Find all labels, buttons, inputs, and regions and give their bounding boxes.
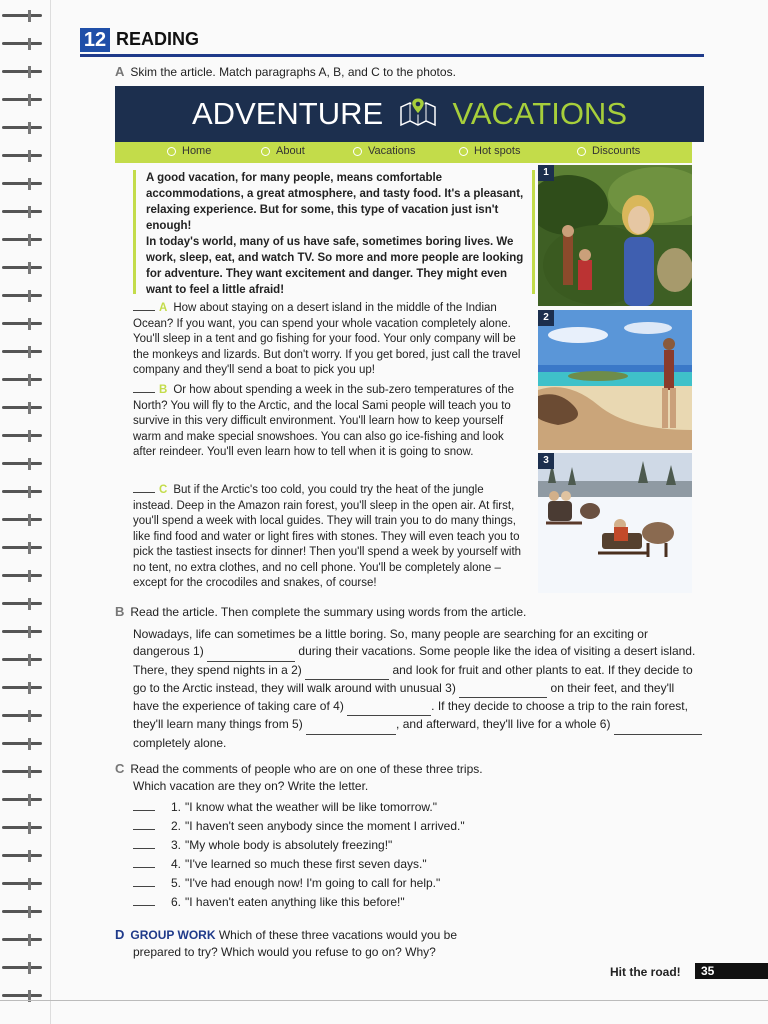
comment-number: 1. (171, 800, 182, 814)
comment-row (133, 874, 633, 893)
paragraph-b (133, 383, 525, 461)
comment-text: "I've had enough now! I'm going to call for help." (185, 876, 441, 890)
banner-word-adventure: ADVENTURE (192, 96, 384, 131)
comment-text: "I haven't seen anybody since the moment I arrived." (185, 819, 465, 833)
spiral-ring (2, 574, 42, 580)
nav-item-hot-spots[interactable] (459, 145, 520, 157)
section-letter: D (115, 927, 125, 942)
article-nav (115, 142, 692, 163)
blank-number: 5) (292, 717, 303, 732)
nav-item-discounts[interactable] (577, 145, 640, 157)
comment-row (133, 855, 633, 874)
answer-blank[interactable] (133, 492, 155, 493)
comment-text: "I know what the weather will be like tomorrow." (185, 800, 437, 814)
summary-segment: completely alone. (133, 735, 227, 750)
spiral-ring (2, 350, 42, 356)
section-c-instruction (115, 761, 483, 777)
summary-segment: , and afterward, they'll live for a whole (396, 717, 600, 732)
paragraph-text: But if the Arctic's too cold, you could try the heat of the jungle instead. Deep in the Amazon rain forest, you'll sleep in the open air. At first, you'll spend a week with local guides. They will train you to do many things, like find food and water or light fires with stones. They will even teach you to pick the tastiest insects for dinner! Then you'll spend a week by yourself with no tent, no extra clothes, and no cell phone. You'll be completely alone – except for the crocodiles and snakes, of course! (133, 484, 522, 589)
spiral-ring (2, 658, 42, 664)
paragraph-label: B (159, 384, 168, 396)
article-banner (115, 86, 704, 142)
comment-number: 4. (171, 857, 182, 871)
spiral-ring (2, 938, 42, 944)
section-d-instruction-line2: prepared to try? Which would you refuse to go on? Why? (133, 945, 436, 959)
summary-text (133, 626, 703, 752)
spiral-ring (2, 294, 42, 300)
spiral-ring (2, 182, 42, 188)
banner-word-vacations: VACATIONS (452, 96, 627, 131)
paragraph-text: Or how about spending a week in the sub-zero temperatures of the North? You will fly to the Arctic, and the local Sami people will teach you to survive in this very difficult environment. You'll learn how to keep yourself warm and make special snowshoes. You can also go ice-fishing and look after reindeer. You'll even learn how to tell when it is going to snow. (133, 384, 515, 458)
page-number: 35 (695, 963, 768, 979)
section-letter: A (115, 64, 125, 79)
instruction-text: Read the article. Then complete the summary using words from the article. (130, 605, 527, 619)
circle-icon (459, 147, 468, 156)
comment-number: 6. (171, 895, 182, 909)
answer-blank[interactable] (133, 867, 155, 868)
comment-row (133, 893, 633, 912)
spiral-ring (2, 434, 42, 440)
spiral-ring (2, 14, 42, 20)
blank-number: 6) (599, 717, 611, 732)
photo-number: 3 (538, 453, 554, 469)
summary-segment: Nowadays, life can sometimes be a little boring. So, many people are searching for an exciting or dangerous (133, 627, 648, 659)
summary-segment: during their vacations. Some people like the idea of visiting a desert island. There, they spend nights in a (133, 644, 696, 677)
answer-blank[interactable] (133, 310, 155, 311)
spiral-ring (2, 630, 42, 636)
summary-segment: and look for fruit and other plants to eat. If they decide to go to the Arctic instead, they will walk around with unusual (133, 662, 693, 695)
section-c-instruction-line2: Which vacation are they on? Write the letter. (133, 779, 369, 793)
spiral-ring (2, 462, 42, 468)
comment-text: "I've learned so much these first seven days." (185, 857, 427, 871)
summary-blank-5[interactable] (306, 716, 396, 734)
group-work-label: GROUP WORK (130, 928, 216, 942)
spiral-ring (2, 854, 42, 860)
spiral-binding (0, 0, 48, 1024)
spiral-ring (2, 70, 42, 76)
comments-list (133, 798, 633, 912)
answer-blank[interactable] (133, 886, 155, 887)
blank-number: 4) (333, 699, 344, 714)
answer-blank[interactable] (133, 829, 155, 830)
comment-row (133, 798, 633, 817)
circle-icon (167, 147, 176, 156)
spiral-ring (2, 518, 42, 524)
summary-blank-3[interactable] (459, 680, 547, 698)
page-edge (50, 0, 51, 1024)
footer-unit-name: Hit the road! (610, 965, 681, 979)
circle-icon (261, 147, 270, 156)
nav-item-home[interactable] (167, 145, 211, 157)
spiral-ring (2, 42, 42, 48)
spiral-ring (2, 546, 42, 552)
spiral-ring (2, 714, 42, 720)
comment-number: 2. (171, 819, 182, 833)
circle-icon (577, 147, 586, 156)
nav-label: Discounts (592, 145, 641, 157)
spiral-ring (2, 98, 42, 104)
nav-item-about[interactable] (261, 145, 305, 157)
paragraph-text: How about staying on a desert island in the middle of the Indian Ocean? If you want, you can spend your whole vacation completely alone. You'll sleep in a tent and go fishing for your food. Your only company will be the monkeys and lizards. But don't worry. If you get bored, just call the travel company and they'll send a boat to pick you up! (133, 302, 521, 376)
paragraph-a (133, 301, 525, 379)
summary-segment: . If they decide to choose a trip to the rain forest, they'll learn many things from (133, 699, 688, 732)
unit-title: READING (116, 29, 200, 49)
spiral-ring (2, 210, 42, 216)
answer-blank[interactable] (133, 810, 155, 811)
instruction-text: Read the comments of people who are on one of these three trips. (130, 762, 483, 776)
photo-number: 1 (538, 165, 554, 181)
map-pin-icon (398, 97, 438, 135)
photo-3-arctic (538, 453, 692, 593)
instruction-text: Which of these three vacations would you be (215, 928, 457, 942)
nav-label: Hot spots (474, 145, 521, 157)
spiral-ring (2, 266, 42, 272)
page-bottom-edge (0, 1000, 768, 1001)
spiral-ring (2, 154, 42, 160)
paragraph-label: C (159, 484, 168, 496)
answer-blank[interactable] (133, 905, 155, 906)
intro-paragraph: A good vacation, for many people, means comfortable accommodations, a great atmosphere, and tasty food. It's a pleasant, relaxing experience. But for some, this type of vacation just isn't enough! (146, 172, 524, 232)
spiral-ring (2, 378, 42, 384)
unit-header (80, 28, 704, 57)
paragraph-label: A (159, 302, 168, 314)
photo-1-jungle (538, 165, 692, 306)
section-letter: B (115, 604, 125, 619)
instruction-text: Skim the article. Match paragraphs A, B, and C to the photos. (130, 65, 456, 79)
spiral-ring (2, 322, 42, 328)
comment-number: 3. (171, 838, 182, 852)
section-letter: C (115, 761, 125, 776)
summary-blank-6[interactable] (614, 716, 702, 734)
spiral-ring (2, 490, 42, 496)
spiral-ring (2, 686, 42, 692)
section-a-instruction (115, 64, 456, 80)
intro-paragraph: In today's world, many of us have safe, sometimes boring lives. We work, sleep, eat, and watch TV. So more and more people are looking for adventure. They want excitement and danger. They might even want to feel a little afraid! (146, 236, 524, 296)
summary-segment: on their feet, and they'll have the experience of taking care of (133, 680, 675, 714)
blank-number: 1) (193, 644, 204, 659)
photo-2-beach (538, 310, 692, 450)
comment-row (133, 836, 633, 855)
section-b-instruction (115, 604, 526, 620)
nav-label: Vacations (368, 145, 416, 157)
nav-label: About (276, 145, 305, 157)
comment-text: "My whole body is absolutely freezing!" (185, 838, 393, 852)
nav-label: Home (182, 145, 212, 157)
article-intro (133, 170, 535, 294)
unit-number: 12 (80, 28, 110, 52)
blank-number: 2) (291, 662, 302, 677)
summary-blank-4[interactable] (347, 698, 431, 716)
spiral-ring (2, 966, 42, 972)
section-d-instruction (115, 927, 457, 943)
spiral-ring (2, 910, 42, 916)
summary-blank-2[interactable] (305, 662, 389, 680)
comment-text: "I haven't eaten anything like this before!" (185, 895, 405, 909)
nav-item-vacations[interactable] (353, 145, 416, 157)
comment-row (133, 817, 633, 836)
spiral-ring (2, 798, 42, 804)
blank-number: 3) (445, 680, 456, 695)
spiral-ring (2, 406, 42, 412)
answer-blank[interactable] (133, 392, 155, 393)
answer-blank[interactable] (133, 848, 155, 849)
spiral-ring (2, 742, 42, 748)
spiral-ring (2, 602, 42, 608)
spiral-ring (2, 126, 42, 132)
summary-blank-1[interactable] (207, 643, 295, 661)
circle-icon (353, 147, 362, 156)
spiral-ring (2, 770, 42, 776)
banner-title (115, 96, 704, 135)
photo-number: 2 (538, 310, 554, 326)
spiral-ring (2, 238, 42, 244)
spiral-ring (2, 882, 42, 888)
paragraph-c (133, 483, 525, 592)
spiral-ring (2, 826, 42, 832)
comment-number: 5. (171, 876, 182, 890)
